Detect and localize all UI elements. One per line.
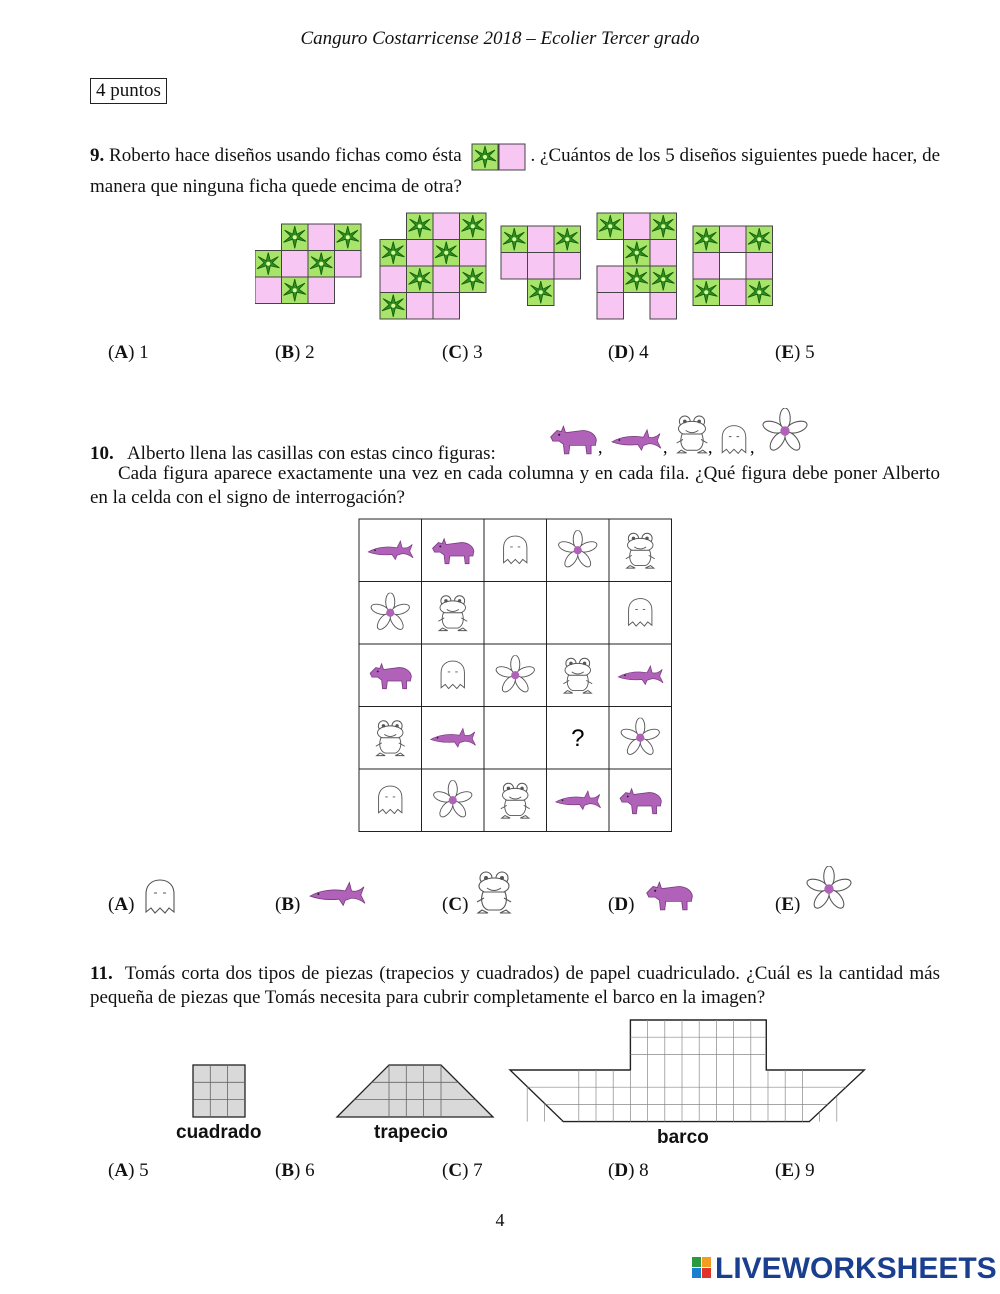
question-9-text-after: . ¿Cuántos de los 5 diseños siguientes puede hacer, de manera que ninguna ficha quede encima de otra? [90,145,941,197]
star-tile [460,213,487,240]
q10-options [108,872,958,922]
question-9-text [90,140,940,202]
star-tile [693,279,720,306]
star-tile [308,251,335,278]
q11-option-a[interactable]: (A) 5 [108,1160,149,1181]
trapezoid-piece [337,1065,493,1117]
svg-text:,: , [663,437,668,457]
question-10-line1: 10. Alberto llena las casillas con estas cinco figuras: [90,443,496,464]
star-tile [554,226,581,253]
logo-badge-icon [692,1257,712,1279]
pink-tile [255,277,282,304]
q10-grid [358,518,672,832]
star-tile [407,266,434,293]
star-tile [380,293,407,320]
label-square: cuadrado [176,1122,262,1143]
pink-tile [407,293,434,320]
ghost-icon [379,786,402,814]
q9-option-a[interactable]: (A) 1 [108,342,149,363]
grid-cell [547,582,610,645]
pink-tile [433,293,460,320]
star-tile [597,213,624,240]
boat-outline [510,1020,864,1122]
pink-tile [335,251,362,278]
star-tile [407,213,434,240]
star-tile [624,240,651,267]
q10-option-e[interactable]: (E) [775,894,801,915]
q9-option-c[interactable]: (C) 3 [442,342,483,363]
pink-tile [597,293,624,320]
star-tile [624,266,651,293]
q10-option-c[interactable]: (C) [442,894,469,915]
ghost-icon [441,661,464,689]
q10-option-b[interactable]: (B) [275,894,301,915]
pink-tile [308,277,335,304]
ghost-icon [504,536,527,564]
pink-tile [693,253,720,280]
star-tile [650,266,677,293]
points-box: 4 puntos [90,78,167,104]
ghost-icon [142,878,180,918]
rhino-icon [642,878,698,914]
grid-cell [484,582,547,645]
page-header: Canguro Costarricense 2018 – Ecolier Tercer grado [300,28,700,49]
frog-icon [677,416,708,453]
flower-icon [762,408,809,453]
question-11-text: 11. Tomás corta dos tipos de piezas (trapecios y cuadrados) de papel cuadriculado. ¿Cuál es la cantidad más pequeña de piezas que Tomás necesita para cubrir completamente el barco en la imagen? [90,963,940,1008]
q11-option-c[interactable]: (C) 7 [442,1160,483,1181]
q11-option-d[interactable]: (D) 8 [608,1160,649,1181]
q9-option-e[interactable]: (E) 5 [775,342,815,363]
domino-tile-icon [471,143,527,171]
svg-text:,: , [708,437,713,457]
q9-option-b[interactable]: (B) 2 [275,342,315,363]
label-boat: barco [657,1127,709,1148]
design-1 [255,224,361,304]
svg-text:,: , [750,437,755,457]
question-9-number: 9. [90,145,105,166]
svg-text:,: , [598,437,603,457]
pink-tile [720,279,747,306]
shark-icon [612,430,661,450]
star-tile [380,240,407,267]
design-2 [380,213,486,319]
pink-tile [433,266,460,293]
flower-icon [806,866,854,914]
ghost-icon [629,599,652,627]
pink-tile [720,226,747,253]
pink-tile [650,293,677,320]
square-piece [193,1065,245,1117]
question-10-number: 10. [90,443,114,464]
liveworksheets-logo[interactable]: LIVEWORKSHEETS [692,1252,997,1286]
pink-tile [528,226,555,253]
q10-figure-list [546,408,811,458]
design-4 [597,213,677,319]
question-10-line2: Cada figura aparece exactamente una vez en cada columna y en cada fila. ¿Qué figura debe poner Alberto en la celda con el signo de interrogación? [90,463,940,508]
star-tile [746,226,773,253]
design-3 [501,226,581,306]
ghost-icon [722,426,746,454]
pink-tile [746,253,773,280]
q9-designs [255,210,780,322]
shark-icon [308,880,368,910]
question-9-text-before: Roberto hace diseños usando fichas como ésta [109,145,462,166]
rhino-icon [551,426,597,454]
grid-cell [484,707,547,770]
q11-option-b[interactable]: (B) 6 [275,1160,315,1181]
star-tile [335,224,362,251]
pink-tile [433,213,460,240]
star-tile [528,279,555,306]
star-tile [282,277,309,304]
frog-icon [474,870,514,916]
pink-tile [554,253,581,280]
page-number: 4 [495,1210,505,1230]
boat-figure [510,1020,864,1122]
pink-tile [407,240,434,267]
star-tile [693,226,720,253]
pink-tile [650,240,677,267]
q10-option-a[interactable]: (A) [108,894,135,915]
label-trapezoid: trapecio [374,1122,448,1143]
pink-tile [597,266,624,293]
design-5 [693,226,773,306]
pink-tile [380,266,407,293]
pink-tile [282,251,309,278]
star-tile [433,240,460,267]
pink-tile [460,240,487,267]
pink-tile [501,253,528,280]
star-tile [746,279,773,306]
q10-option-d[interactable]: (D) [608,894,635,915]
star-tile [282,224,309,251]
star-tile [460,266,487,293]
pink-tile [624,213,651,240]
question-mark: ? [571,724,585,752]
star-tile [255,251,282,278]
q11-option-e[interactable]: (E) 9 [775,1160,815,1181]
pink-tile [308,224,335,251]
pink-tile [528,253,555,280]
q11-figures [170,1018,870,1150]
question-11-number: 11. [90,963,113,984]
q9-option-d[interactable]: (D) 4 [608,342,649,363]
star-tile [501,226,528,253]
star-tile [650,213,677,240]
